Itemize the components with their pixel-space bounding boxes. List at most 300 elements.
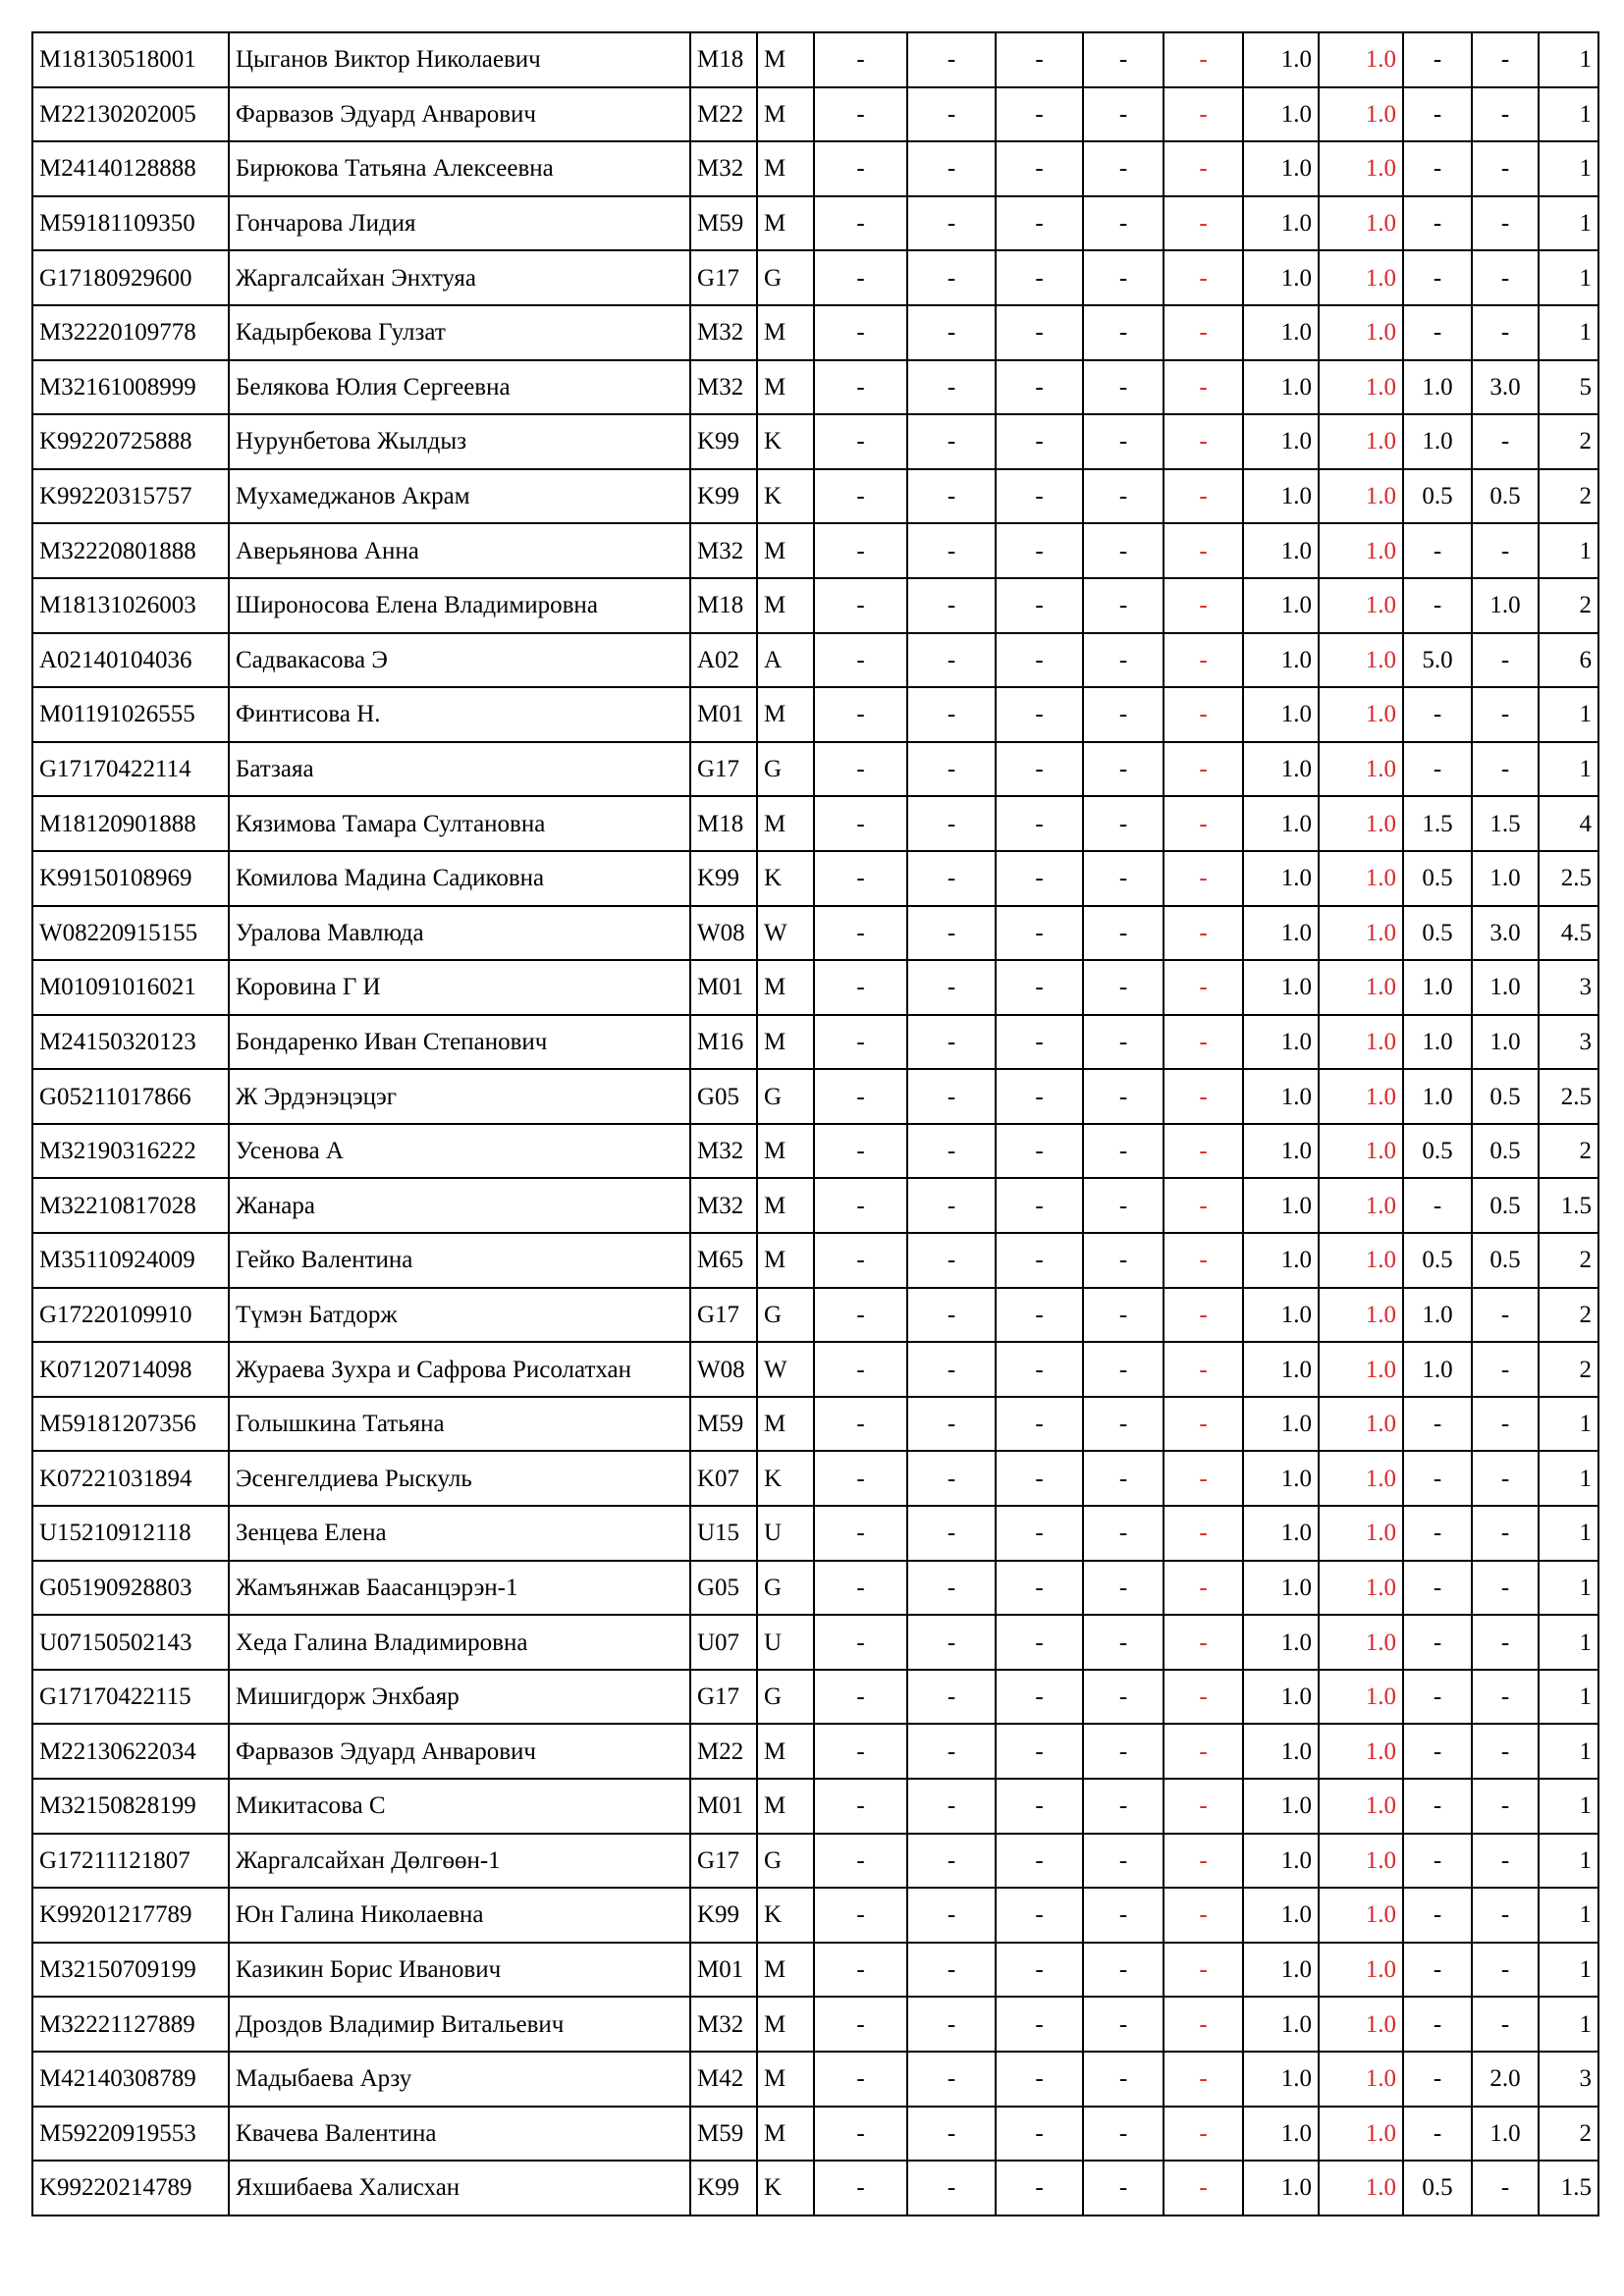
score-cell-7: 1.0 [1319, 1178, 1403, 1233]
name-cell: Бирюкова Татьяна Алексеевна [229, 141, 690, 196]
category-cell: M [757, 2107, 814, 2162]
score-cell-1: - [814, 87, 907, 142]
table-row [32, 1124, 1598, 1179]
score-cell-8: - [1403, 523, 1472, 578]
score-cell-6: 1.0 [1243, 1397, 1319, 1452]
score-cell-5: - [1164, 414, 1243, 469]
score-cell-5: - [1164, 1451, 1243, 1506]
score-cell-5: - [1164, 1670, 1243, 1725]
table-row [32, 1506, 1598, 1561]
table-row [32, 196, 1598, 251]
table-row [32, 141, 1598, 196]
score-cell-6: 1.0 [1243, 578, 1319, 633]
region-code-cell: M42 [690, 2052, 757, 2107]
score-cell-2: - [907, 1997, 996, 2052]
score-cell-1: - [814, 523, 907, 578]
score-cell-2: - [907, 414, 996, 469]
score-cell-6: 1.0 [1243, 1834, 1319, 1889]
score-cell-1: - [814, 1834, 907, 1889]
region-code-cell: G05 [690, 1561, 757, 1616]
score-cell-6: 1.0 [1243, 141, 1319, 196]
score-cell-2: - [907, 742, 996, 797]
score-cell-7: 1.0 [1319, 360, 1403, 415]
score-cell-4: - [1083, 1943, 1164, 1998]
score-cell-9: - [1472, 1615, 1539, 1670]
score-cell-3: - [996, 1997, 1083, 2052]
score-cell-8: - [1403, 1397, 1472, 1452]
score-cell-5: - [1164, 960, 1243, 1015]
region-code-cell: M32 [690, 305, 757, 360]
score-cell-9: 1.5 [1472, 796, 1539, 851]
score-cell-6: 1.0 [1243, 633, 1319, 688]
score-cell-6: 1.0 [1243, 1124, 1319, 1179]
total-cell: 1 [1539, 687, 1598, 742]
score-cell-7: 1.0 [1319, 578, 1403, 633]
score-cell-3: - [996, 87, 1083, 142]
score-cell-4: - [1083, 1233, 1164, 1288]
region-code-cell: K99 [690, 414, 757, 469]
name-cell: Хеда Галина Владимировна [229, 1615, 690, 1670]
score-cell-5: - [1164, 906, 1243, 961]
category-cell: K [757, 414, 814, 469]
name-cell: Жамъянжав Баасанцэрэн-1 [229, 1561, 690, 1616]
score-cell-5: - [1164, 851, 1243, 906]
total-cell: 1 [1539, 32, 1598, 87]
category-cell: M [757, 360, 814, 415]
score-cell-5: - [1164, 1943, 1243, 1998]
table-row [32, 851, 1598, 906]
score-cell-8: - [1403, 1451, 1472, 1506]
score-cell-9: 0.5 [1472, 469, 1539, 524]
score-cell-3: - [996, 1015, 1083, 1070]
member-id-cell: M22130622034 [32, 1724, 229, 1779]
score-cell-6: 1.0 [1243, 305, 1319, 360]
member-id-cell: M18120901888 [32, 796, 229, 851]
table-body [32, 32, 1598, 2216]
score-cell-7: 1.0 [1319, 1288, 1403, 1343]
region-code-cell: W08 [690, 1342, 757, 1397]
score-cell-8: 1.0 [1403, 1342, 1472, 1397]
member-id-cell: M22130202005 [32, 87, 229, 142]
score-cell-2: - [907, 1779, 996, 1834]
score-cell-6: 1.0 [1243, 796, 1319, 851]
score-cell-9: - [1472, 1997, 1539, 2052]
score-cell-1: - [814, 1670, 907, 1725]
score-cell-5: - [1164, 1069, 1243, 1124]
score-cell-4: - [1083, 32, 1164, 87]
category-cell: K [757, 1888, 814, 1943]
member-id-cell: K07120714098 [32, 1342, 229, 1397]
member-id-cell: M18131026003 [32, 578, 229, 633]
score-cell-3: - [996, 360, 1083, 415]
results-table [31, 31, 1599, 2216]
score-cell-7: 1.0 [1319, 1561, 1403, 1616]
score-cell-4: - [1083, 796, 1164, 851]
score-cell-7: 1.0 [1319, 141, 1403, 196]
score-cell-7: 1.0 [1319, 87, 1403, 142]
score-cell-5: - [1164, 687, 1243, 742]
total-cell: 1 [1539, 196, 1598, 251]
score-cell-9: - [1472, 32, 1539, 87]
name-cell: Садвакасова Э [229, 633, 690, 688]
name-cell: Белякова Юлия Сергеевна [229, 360, 690, 415]
score-cell-2: - [907, 578, 996, 633]
region-code-cell: M59 [690, 196, 757, 251]
name-cell: Мухамеджанов Акрам [229, 469, 690, 524]
score-cell-8: - [1403, 1779, 1472, 1834]
score-cell-4: - [1083, 906, 1164, 961]
score-cell-9: - [1472, 1670, 1539, 1725]
member-id-cell: G17170422114 [32, 742, 229, 797]
total-cell: 1 [1539, 87, 1598, 142]
score-cell-2: - [907, 1670, 996, 1725]
score-cell-5: - [1164, 1888, 1243, 1943]
member-id-cell: G05190928803 [32, 1561, 229, 1616]
score-cell-1: - [814, 633, 907, 688]
table-row [32, 1288, 1598, 1343]
score-cell-4: - [1083, 1615, 1164, 1670]
table-row [32, 523, 1598, 578]
score-cell-3: - [996, 1888, 1083, 1943]
member-id-cell: M32161008999 [32, 360, 229, 415]
score-cell-1: - [814, 2107, 907, 2162]
score-cell-1: - [814, 742, 907, 797]
score-cell-1: - [814, 1724, 907, 1779]
score-cell-8: 1.0 [1403, 1288, 1472, 1343]
score-cell-7: 1.0 [1319, 1997, 1403, 2052]
table-row [32, 1888, 1598, 1943]
score-cell-9: - [1472, 2161, 1539, 2216]
score-cell-6: 1.0 [1243, 2052, 1319, 2107]
score-cell-8: - [1403, 687, 1472, 742]
score-cell-8: - [1403, 87, 1472, 142]
score-cell-7: 1.0 [1319, 742, 1403, 797]
score-cell-6: 1.0 [1243, 906, 1319, 961]
member-id-cell: M01091016021 [32, 960, 229, 1015]
score-cell-3: - [996, 1834, 1083, 1889]
name-cell: Жураева Зухра и Сафрова Рисолатхан [229, 1342, 690, 1397]
score-cell-6: 1.0 [1243, 414, 1319, 469]
score-cell-8: 1.0 [1403, 360, 1472, 415]
score-cell-5: - [1164, 1124, 1243, 1179]
score-cell-6: 1.0 [1243, 1506, 1319, 1561]
score-cell-3: - [996, 1233, 1083, 1288]
score-cell-3: - [996, 851, 1083, 906]
score-cell-1: - [814, 2052, 907, 2107]
category-cell: M [757, 1233, 814, 1288]
region-code-cell: W08 [690, 906, 757, 961]
score-cell-7: 1.0 [1319, 1888, 1403, 1943]
score-cell-4: - [1083, 742, 1164, 797]
score-cell-9: 2.0 [1472, 2052, 1539, 2107]
score-cell-7: 1.0 [1319, 1779, 1403, 1834]
score-cell-4: - [1083, 1015, 1164, 1070]
region-code-cell: M32 [690, 360, 757, 415]
score-cell-2: - [907, 523, 996, 578]
score-cell-6: 1.0 [1243, 742, 1319, 797]
table-row [32, 906, 1598, 961]
score-cell-2: - [907, 1397, 996, 1452]
name-cell: Кязимова Тамара Султановна [229, 796, 690, 851]
name-cell: Жаргалсайхан Энхтуяа [229, 250, 690, 305]
score-cell-5: - [1164, 87, 1243, 142]
member-id-cell: M59220919553 [32, 2107, 229, 2162]
name-cell: Комилова Мадина Садиковна [229, 851, 690, 906]
category-cell: U [757, 1615, 814, 1670]
score-cell-4: - [1083, 250, 1164, 305]
score-cell-1: - [814, 906, 907, 961]
table-row [32, 1397, 1598, 1452]
score-cell-9: - [1472, 141, 1539, 196]
name-cell: Фарвазов Эдуард Анварович [229, 1724, 690, 1779]
score-cell-9: 3.0 [1472, 906, 1539, 961]
score-cell-3: - [996, 523, 1083, 578]
category-cell: K [757, 851, 814, 906]
score-cell-6: 1.0 [1243, 2161, 1319, 2216]
score-cell-7: 1.0 [1319, 1397, 1403, 1452]
score-cell-2: - [907, 1834, 996, 1889]
name-cell: Гончарова Лидия [229, 196, 690, 251]
score-cell-7: 1.0 [1319, 2052, 1403, 2107]
score-cell-8: 0.5 [1403, 469, 1472, 524]
score-cell-1: - [814, 1015, 907, 1070]
score-cell-8: 1.0 [1403, 960, 1472, 1015]
score-cell-6: 1.0 [1243, 1779, 1319, 1834]
category-cell: M [757, 523, 814, 578]
name-cell: Нурунбетова Жылдыз [229, 414, 690, 469]
category-cell: G [757, 742, 814, 797]
score-cell-2: - [907, 1615, 996, 1670]
score-cell-4: - [1083, 1069, 1164, 1124]
score-cell-1: - [814, 1779, 907, 1834]
score-cell-3: - [996, 1288, 1083, 1343]
score-cell-9: - [1472, 742, 1539, 797]
member-id-cell: A02140104036 [32, 633, 229, 688]
score-cell-9: 3.0 [1472, 360, 1539, 415]
category-cell: K [757, 1451, 814, 1506]
score-cell-8: - [1403, 1561, 1472, 1616]
category-cell: M [757, 796, 814, 851]
member-id-cell: G17180929600 [32, 250, 229, 305]
region-code-cell: A02 [690, 633, 757, 688]
member-id-cell: M59181207356 [32, 1397, 229, 1452]
category-cell: M [757, 1178, 814, 1233]
score-cell-5: - [1164, 1561, 1243, 1616]
category-cell: M [757, 1724, 814, 1779]
score-cell-3: - [996, 414, 1083, 469]
member-id-cell: M24150320123 [32, 1015, 229, 1070]
score-cell-9: - [1472, 196, 1539, 251]
name-cell: Аверьянова Анна [229, 523, 690, 578]
name-cell: Түмэн Батдорж [229, 1288, 690, 1343]
table-row [32, 1834, 1598, 1889]
total-cell: 1.5 [1539, 2161, 1598, 2216]
score-cell-2: - [907, 1342, 996, 1397]
region-code-cell: M59 [690, 2107, 757, 2162]
score-cell-1: - [814, 1888, 907, 1943]
member-id-cell: M32210817028 [32, 1178, 229, 1233]
score-cell-4: - [1083, 1342, 1164, 1397]
total-cell: 2 [1539, 469, 1598, 524]
name-cell: Мадыбаева Арзу [229, 2052, 690, 2107]
score-cell-1: - [814, 1943, 907, 1998]
score-cell-5: - [1164, 578, 1243, 633]
score-cell-7: 1.0 [1319, 1124, 1403, 1179]
score-cell-8: 0.5 [1403, 851, 1472, 906]
score-cell-2: - [907, 1888, 996, 1943]
name-cell: Ж Эрдэнэцэцэг [229, 1069, 690, 1124]
total-cell: 1 [1539, 1943, 1598, 1998]
score-cell-2: - [907, 2052, 996, 2107]
score-cell-7: 1.0 [1319, 1834, 1403, 1889]
total-cell: 3 [1539, 2052, 1598, 2107]
score-cell-6: 1.0 [1243, 687, 1319, 742]
score-cell-3: - [996, 1724, 1083, 1779]
score-cell-4: - [1083, 578, 1164, 633]
score-cell-1: - [814, 196, 907, 251]
score-cell-4: - [1083, 1288, 1164, 1343]
score-cell-6: 1.0 [1243, 1451, 1319, 1506]
score-cell-9: 0.5 [1472, 1069, 1539, 1124]
score-cell-7: 1.0 [1319, 469, 1403, 524]
score-cell-2: - [907, 1288, 996, 1343]
region-code-cell: M22 [690, 1724, 757, 1779]
score-cell-8: 1.0 [1403, 1015, 1472, 1070]
score-cell-3: - [996, 1124, 1083, 1179]
name-cell: Голышкина Татьяна [229, 1397, 690, 1452]
score-cell-5: - [1164, 1724, 1243, 1779]
score-cell-9: - [1472, 1943, 1539, 1998]
score-cell-7: 1.0 [1319, 1069, 1403, 1124]
total-cell: 1 [1539, 250, 1598, 305]
total-cell: 2.5 [1539, 1069, 1598, 1124]
total-cell: 3 [1539, 1015, 1598, 1070]
score-cell-5: - [1164, 742, 1243, 797]
region-code-cell: M18 [690, 796, 757, 851]
total-cell: 6 [1539, 633, 1598, 688]
total-cell: 2 [1539, 1233, 1598, 1288]
region-code-cell: M18 [690, 32, 757, 87]
total-cell: 2 [1539, 1124, 1598, 1179]
region-code-cell: G05 [690, 1069, 757, 1124]
score-cell-4: - [1083, 1124, 1164, 1179]
score-cell-5: - [1164, 633, 1243, 688]
name-cell: Кадырбекова Гулзат [229, 305, 690, 360]
score-cell-7: 1.0 [1319, 1342, 1403, 1397]
region-code-cell: G17 [690, 1670, 757, 1725]
score-cell-2: - [907, 1178, 996, 1233]
table-row [32, 1997, 1598, 2052]
category-cell: M [757, 1997, 814, 2052]
score-cell-7: 1.0 [1319, 796, 1403, 851]
score-cell-2: - [907, 851, 996, 906]
name-cell: Батзаяа [229, 742, 690, 797]
score-cell-8: 0.5 [1403, 2161, 1472, 2216]
member-id-cell: M32190316222 [32, 1124, 229, 1179]
score-cell-8: - [1403, 196, 1472, 251]
score-cell-8: - [1403, 1670, 1472, 1725]
score-cell-3: - [996, 633, 1083, 688]
category-cell: M [757, 196, 814, 251]
score-cell-8: - [1403, 1943, 1472, 1998]
region-code-cell: M32 [690, 1997, 757, 2052]
score-cell-2: - [907, 1069, 996, 1124]
score-cell-3: - [996, 796, 1083, 851]
score-cell-8: - [1403, 250, 1472, 305]
score-cell-7: 1.0 [1319, 305, 1403, 360]
member-id-cell: G17211121807 [32, 1834, 229, 1889]
score-cell-1: - [814, 250, 907, 305]
table-row [32, 633, 1598, 688]
region-code-cell: M18 [690, 578, 757, 633]
score-cell-7: 1.0 [1319, 687, 1403, 742]
score-cell-5: - [1164, 2161, 1243, 2216]
category-cell: M [757, 141, 814, 196]
score-cell-1: - [814, 414, 907, 469]
score-cell-9: - [1472, 633, 1539, 688]
score-cell-1: - [814, 1997, 907, 2052]
score-cell-2: - [907, 1561, 996, 1616]
score-cell-9: - [1472, 1288, 1539, 1343]
score-cell-9: - [1472, 687, 1539, 742]
score-cell-1: - [814, 1288, 907, 1343]
score-cell-6: 1.0 [1243, 851, 1319, 906]
score-cell-9: - [1472, 1834, 1539, 1889]
score-cell-4: - [1083, 469, 1164, 524]
score-cell-9: - [1472, 1888, 1539, 1943]
score-cell-4: - [1083, 960, 1164, 1015]
name-cell: Квачева Валентина [229, 2107, 690, 2162]
member-id-cell: U07150502143 [32, 1615, 229, 1670]
table-row [32, 687, 1598, 742]
region-code-cell: M01 [690, 1943, 757, 1998]
table-row [32, 1233, 1598, 1288]
total-cell: 1 [1539, 1506, 1598, 1561]
name-cell: Широносова Елена Владимировна [229, 578, 690, 633]
total-cell: 2 [1539, 414, 1598, 469]
score-cell-8: 1.0 [1403, 1069, 1472, 1124]
member-id-cell: K99220315757 [32, 469, 229, 524]
member-id-cell: K99201217789 [32, 1888, 229, 1943]
name-cell: Финтисова Н. [229, 687, 690, 742]
category-cell: M [757, 1124, 814, 1179]
score-cell-9: - [1472, 523, 1539, 578]
category-cell: K [757, 2161, 814, 2216]
score-cell-8: - [1403, 1997, 1472, 2052]
member-id-cell: K07221031894 [32, 1451, 229, 1506]
total-cell: 3 [1539, 960, 1598, 1015]
score-cell-5: - [1164, 1015, 1243, 1070]
score-cell-8: 0.5 [1403, 1124, 1472, 1179]
score-cell-6: 1.0 [1243, 250, 1319, 305]
category-cell: G [757, 1670, 814, 1725]
member-id-cell: M01191026555 [32, 687, 229, 742]
score-cell-9: - [1472, 1724, 1539, 1779]
score-cell-9: 1.0 [1472, 851, 1539, 906]
score-cell-5: - [1164, 1834, 1243, 1889]
total-cell: 5 [1539, 360, 1598, 415]
category-cell: M [757, 1397, 814, 1452]
score-cell-2: - [907, 87, 996, 142]
score-cell-7: 1.0 [1319, 2107, 1403, 2162]
category-cell: M [757, 32, 814, 87]
name-cell: Яхшибаева Халисхан [229, 2161, 690, 2216]
score-cell-2: - [907, 2107, 996, 2162]
score-cell-4: - [1083, 1178, 1164, 1233]
table-row [32, 1178, 1598, 1233]
score-cell-3: - [996, 2052, 1083, 2107]
score-cell-1: - [814, 2161, 907, 2216]
